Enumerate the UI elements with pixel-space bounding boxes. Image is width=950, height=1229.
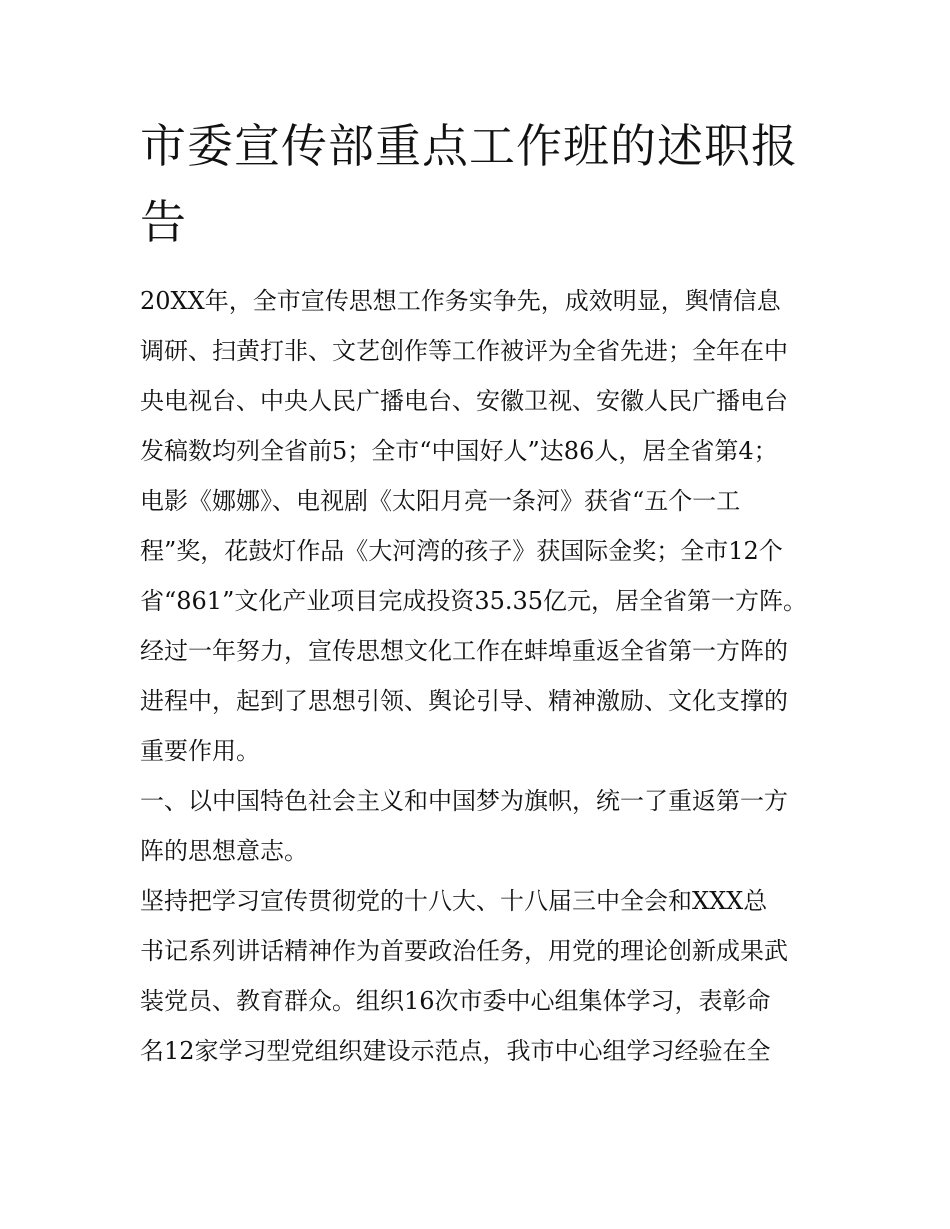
body-line: 央电视台、中央人民广播电台、安徽卫视、安徽人民广播电台 xyxy=(140,387,788,415)
body-line: 调研、扫黄打非、文艺创作等工作被评为全省先进；全年在中 xyxy=(140,337,788,365)
body-line: 程”奖，花鼓灯作品《大河湾的孩子》获国际金奖；全市12个 xyxy=(140,537,783,565)
body-line: 进程中，起到了思想引领、舆论引导、精神激励、文化支撑的 xyxy=(140,687,788,715)
body-line: 书记系列讲话精神作为首要政治任务，用党的理论创新成果武 xyxy=(140,937,788,965)
section-heading-line: 一、以中国特色社会主义和中国梦为旗帜，统一了重返第一方 xyxy=(140,787,788,815)
section-heading-line: 阵的思想意志。 xyxy=(140,837,308,865)
body-line: 电影《娜娜》、电视剧《太阳月亮一条河》获省“五个一工 xyxy=(140,487,741,515)
body-line: 装党员、教育群众。组织16次市委中心组集体学习，表彰命 xyxy=(140,987,771,1015)
body-line: 20XX年，全市宣传思想工作务实争先，成效明显，舆情信息 xyxy=(140,287,781,315)
body-line: 名12家学习型党组织建设示范点，我市中心组学习经验在全 xyxy=(140,1037,771,1065)
body-line: 省“861”文化产业项目完成投资35.35亿元，居全省第一方阵。 xyxy=(140,587,808,615)
document-title: 市委宣传部重点工作班的述职报告 xyxy=(140,119,798,249)
body-line: 发稿数均列全省前5；全市“中国好人”达86人，居全省第4； xyxy=(140,437,778,465)
body-line: 坚持把学习宣传贯彻党的十八大、十八届三中全会和XXX总 xyxy=(140,887,768,915)
body-line: 重要作用。 xyxy=(140,737,260,765)
body-line: 经过一年努力，宣传思想文化工作在蚌埠重返全省第一方阵的 xyxy=(140,637,788,665)
